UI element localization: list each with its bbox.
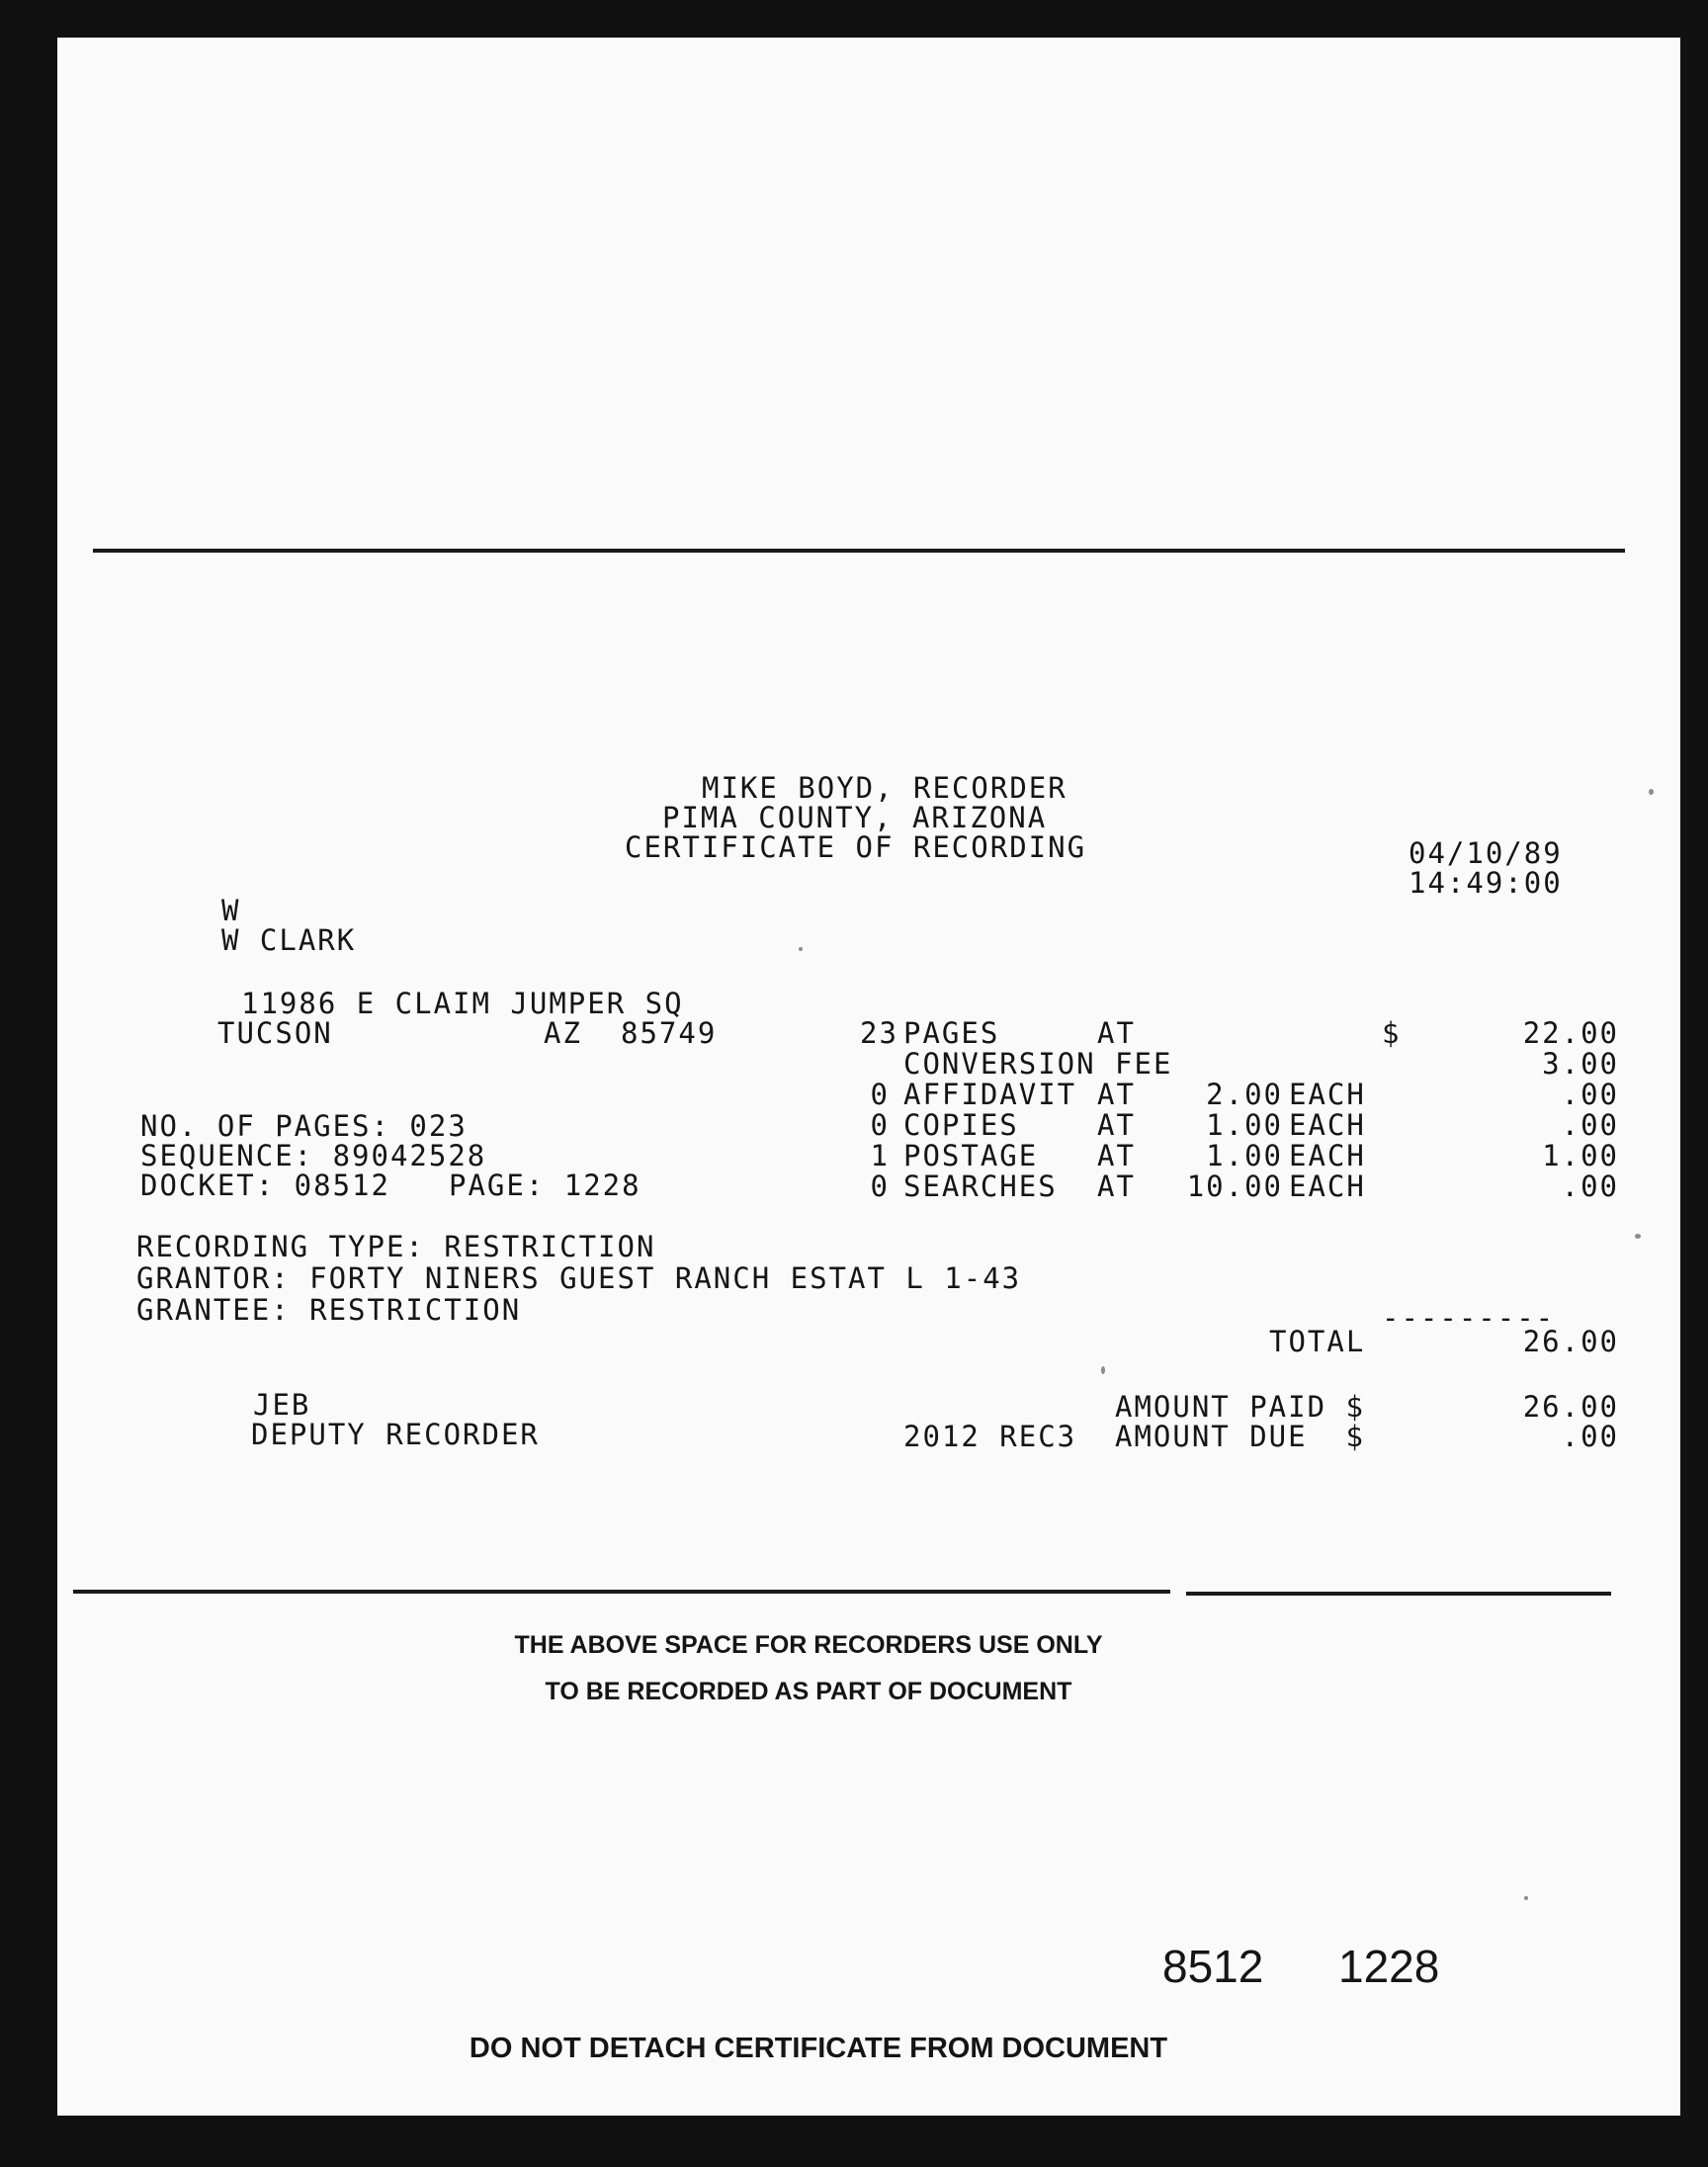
fee-amount: 3.00 xyxy=(1542,1047,1619,1081)
amount-due-label: AMOUNT DUE $ xyxy=(1115,1420,1365,1453)
signature-title: DEPUTY RECORDER xyxy=(251,1418,540,1451)
addressee-city: TUCSON xyxy=(217,1016,333,1050)
fee-qty: 0 xyxy=(870,1108,890,1142)
fee-each: EACH xyxy=(1289,1139,1366,1172)
addressee-name: W CLARK xyxy=(221,923,357,957)
fee-rate: 2.00 xyxy=(1206,1078,1283,1111)
recording-type: RECORDING TYPE: RESTRICTION xyxy=(136,1230,656,1263)
fee-amount: 22.00 xyxy=(1522,1016,1619,1050)
fee-item: COPIES xyxy=(903,1108,1019,1142)
docket-number: DOCKET: 08512 xyxy=(140,1169,390,1202)
fee-qty: 0 xyxy=(870,1078,890,1111)
fee-item: CONVERSION FEE xyxy=(903,1047,1173,1081)
recording-date: 04/10/89 xyxy=(1409,836,1563,870)
county-name: PIMA COUNTY, ARIZONA xyxy=(662,801,1048,834)
fee-each: EACH xyxy=(1289,1078,1366,1111)
certificate-title: CERTIFICATE OF RECORDING xyxy=(625,830,1087,864)
signature-initials: JEB xyxy=(253,1388,311,1422)
amount-due: .00 xyxy=(1561,1420,1619,1453)
recorder-name: MIKE BOYD, RECORDER xyxy=(702,771,1068,805)
amount-paid: 26.00 xyxy=(1522,1390,1619,1424)
fee-amount: .00 xyxy=(1561,1108,1619,1142)
fee-amount: 1.00 xyxy=(1542,1139,1619,1172)
fee-qty: 1 xyxy=(870,1139,890,1172)
fee-each: EACH xyxy=(1289,1170,1366,1203)
sequence-number: SEQUENCE: 89042528 xyxy=(140,1139,487,1172)
recorder-use-note: THE ABOVE SPACE FOR RECORDERS USE ONLY xyxy=(514,1631,1103,1659)
total-label: TOTAL xyxy=(1269,1325,1366,1358)
top-divider xyxy=(93,549,1625,553)
fee-currency: $ xyxy=(1382,1016,1402,1050)
station-code: 2012 REC3 xyxy=(903,1420,1077,1453)
fee-rate: 1.00 xyxy=(1206,1108,1283,1142)
scan-speck xyxy=(1635,1234,1641,1239)
bottom-divider-right xyxy=(1186,1592,1611,1596)
recording-time: 14:49:00 xyxy=(1409,866,1563,900)
fee-item: PAGES xyxy=(903,1016,1000,1050)
fee-at: AT xyxy=(1097,1170,1136,1203)
number-of-pages: NO. OF PAGES: 023 xyxy=(140,1109,468,1143)
fee-at: AT xyxy=(1097,1078,1136,1111)
grantee: GRANTEE: RESTRICTION xyxy=(136,1293,522,1327)
stamped-docket-number: 8512 xyxy=(1162,1941,1264,1992)
fee-amount: .00 xyxy=(1561,1078,1619,1111)
fee-amount: .00 xyxy=(1561,1170,1619,1203)
fee-at: AT xyxy=(1097,1108,1136,1142)
addressee-line1: W xyxy=(221,894,241,927)
amount-paid-label: AMOUNT PAID $ xyxy=(1115,1390,1365,1424)
page-number: PAGE: 1228 xyxy=(449,1169,641,1202)
certificate-page xyxy=(57,38,1680,2116)
fee-qty: 23 xyxy=(860,1016,898,1050)
record-as-part-note: TO BE RECORDED AS PART OF DOCUMENT xyxy=(545,1678,1072,1705)
addressee-zip: 85749 xyxy=(621,1016,718,1050)
scan-speck xyxy=(1649,789,1654,795)
fee-qty: 0 xyxy=(870,1170,890,1203)
total-amount: 26.00 xyxy=(1522,1325,1619,1358)
scan-speck xyxy=(1101,1366,1105,1374)
stamped-page-number: 1228 xyxy=(1338,1941,1440,1992)
fee-rate: 1.00 xyxy=(1206,1139,1283,1172)
do-not-detach-warning: DO NOT DETACH CERTIFICATE FROM DOCUMENT xyxy=(469,2033,1168,2064)
addressee-state: AZ xyxy=(544,1016,582,1050)
addressee-street: 11986 E CLAIM JUMPER SQ xyxy=(241,987,684,1020)
fee-item: AFFIDAVIT xyxy=(903,1078,1077,1111)
total-dashes: --------- xyxy=(1382,1301,1556,1335)
fee-at: AT xyxy=(1097,1139,1136,1172)
bottom-divider-left xyxy=(73,1590,1170,1594)
fee-item: SEARCHES xyxy=(903,1170,1058,1203)
scan-speck xyxy=(799,947,803,951)
grantor: GRANTOR: FORTY NINERS GUEST RANCH ESTAT L 1-43 xyxy=(136,1261,1022,1295)
fee-rate: 10.00 xyxy=(1186,1170,1283,1203)
scan-speck xyxy=(1524,1896,1528,1900)
fee-each: EACH xyxy=(1289,1108,1366,1142)
fee-item: POSTAGE xyxy=(903,1139,1039,1172)
fee-at: AT xyxy=(1097,1016,1136,1050)
